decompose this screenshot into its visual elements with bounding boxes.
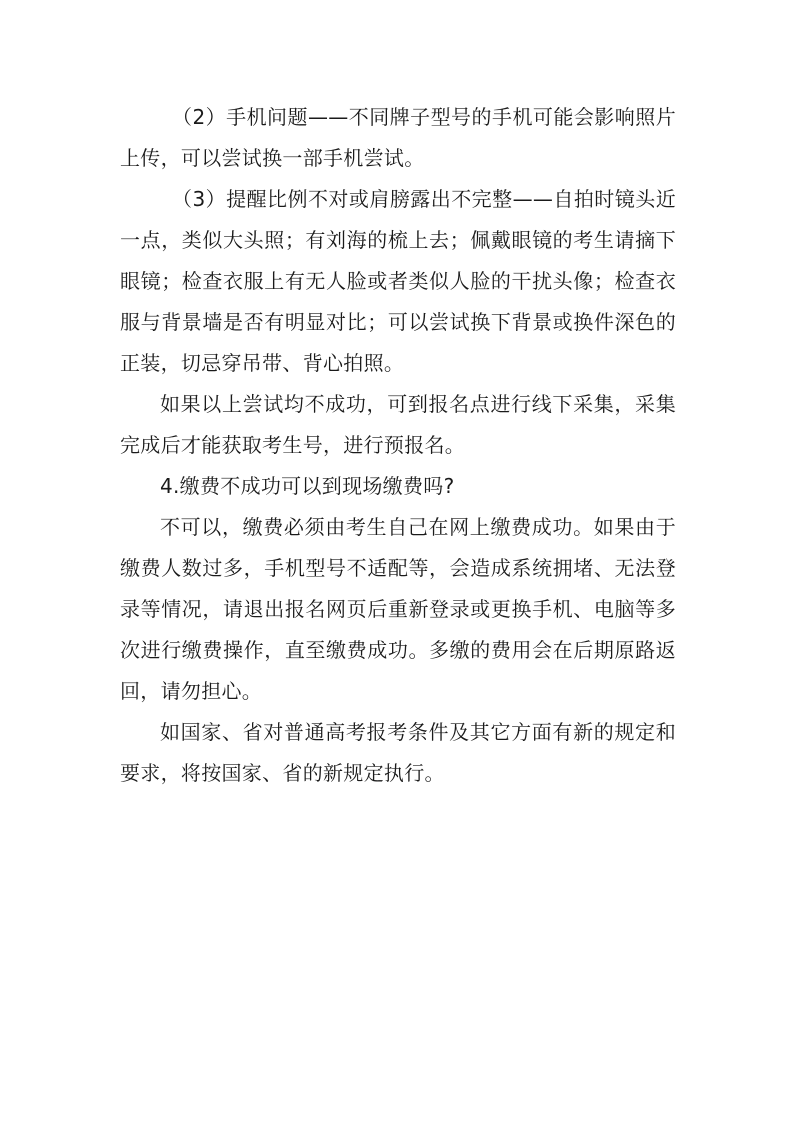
paragraph-photo-ratio: （3）提醒比例不对或肩膀露出不完整——自拍时镜头近一点，类似大头照；有刘海的梳上去；佩戴眼镜的考生请摘下眼镜；检查衣服上有无人脸或者类似人脸的干扰头像；检查衣服与背景墙是否有明显对比；可以尝试换下背景或换件深色的正装，切忌穿吊带、背心拍照。 — [120, 187, 676, 375]
paragraph-new-regulations: 如国家、省对普通高考报考条件及其它方面有新的规定和要求，将按国家、省的新规定执行。 — [120, 720, 676, 785]
question-heading-payment: 4.缴费不成功可以到现场缴费吗? — [160, 474, 455, 498]
document-page — [120, 97, 676, 794]
paragraph-payment-answer: 不可以，缴费必须由考生自己在网上缴费成功。如果由于缴费人数过多，手机型号不适配等，会造成系统拥堵、无法登录等情况，请退出报名网页后重新登录或更换手机、电脑等多次进行缴费操作，直至缴费成功。多缴的费用会在后期原路返回，请勿担心。 — [120, 515, 676, 703]
paragraph-offline-collection: 如果以上尝试均不成功，可到报名点进行线下采集，采集完成后才能获取考生号，进行预报名。 — [120, 392, 676, 457]
paragraph-phone-issue: （2）手机问题——不同牌子型号的手机可能会影响照片上传，可以尝试换一部手机尝试。 — [120, 105, 676, 170]
